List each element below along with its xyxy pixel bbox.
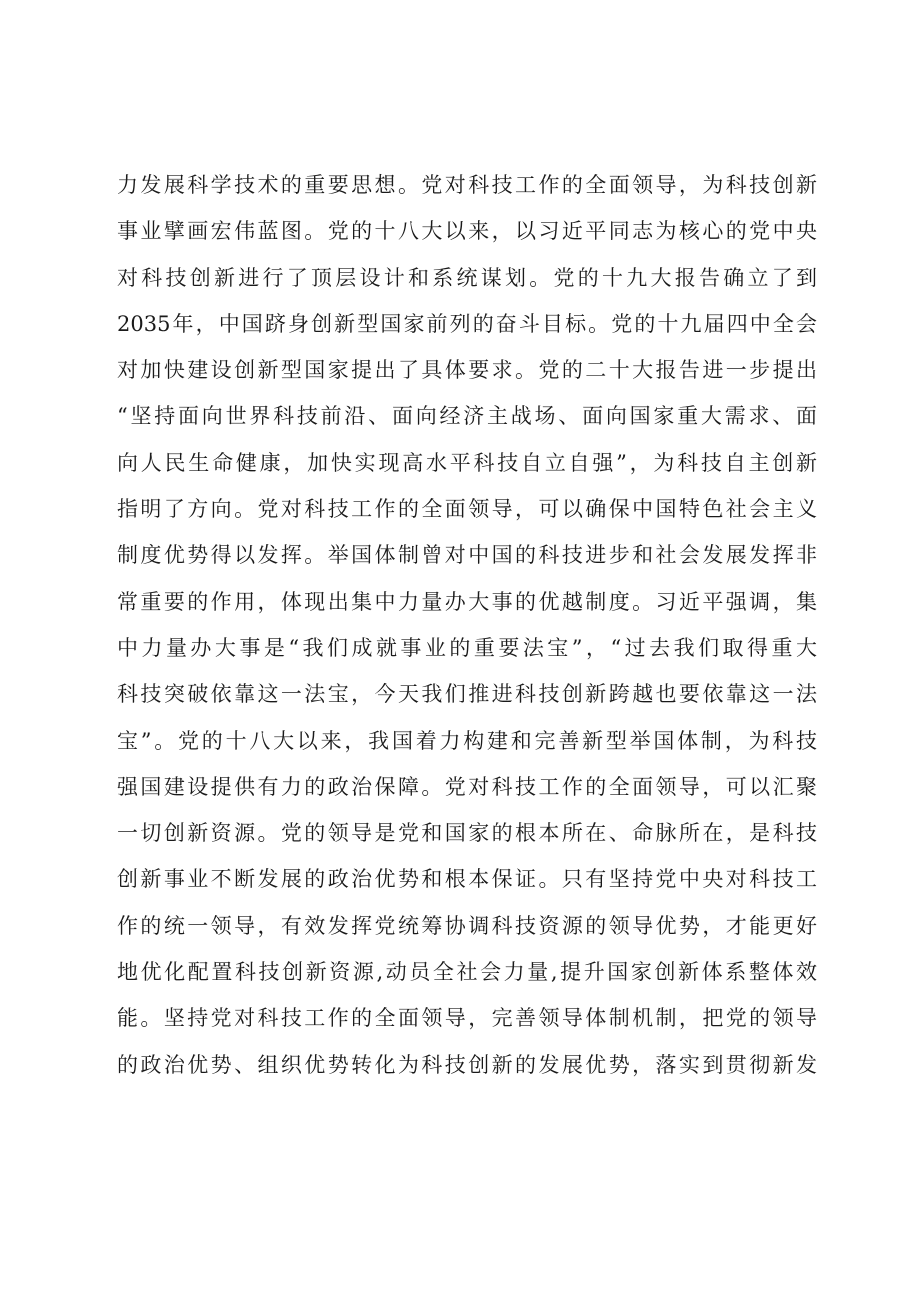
text-line: “坚持面向世界科技前沿、面向经济主战场、面向国家重大需求、面 [117, 404, 817, 429]
text-line: 宝”。党的十八大以来，我国着力构建和完善新型举国体制，为科技 [117, 728, 817, 753]
text-line: 能。坚持党对科技工作的全面领导，完善领导体制机制，把党的领导 [117, 1006, 817, 1031]
text-line: 对加快建设创新型国家提出了具体要求。党的二十大报告进一步提出 [117, 358, 817, 383]
text-line: 制度优势得以发挥。举国体制曾对中国的科技进步和社会发展发挥非 [117, 543, 817, 568]
text-line: 事业擘画宏伟蓝图。党的十八大以来，以习近平同志为核心的党中央 [117, 219, 817, 244]
text-line: 中力量办大事是“我们成就事业的重要法宝”，“过去我们取得重大 [117, 635, 817, 660]
text-line: 的政治优势、组织优势转化为科技创新的发展优势，落实到贯彻新发 [117, 1052, 817, 1077]
text-line: 创新事业不断发展的政治优势和根本保证。只有坚持党中央对科技工 [117, 867, 817, 892]
text-line: 常重要的作用，体现出集中力量办大事的优越制度。习近平强调，集 [117, 589, 817, 614]
text-line: 指明了方向。党对科技工作的全面领导，可以确保中国特色社会主义 [117, 497, 817, 522]
text-line: 向人民生命健康，加快实现高水平科技自立自强”，为科技自主创新 [117, 450, 817, 475]
text-line: 科技突破依靠这一法宝，今天我们推进科技创新跨越也要依靠这一法 [117, 682, 817, 707]
text-line: 作的统一领导，有效发挥党统筹协调科技资源的领导优势，才能更好 [117, 913, 817, 938]
body-text [117, 162, 817, 1088]
text-line: 强国建设提供有力的政治保障。党对科技工作的全面领导，可以汇聚 [117, 774, 817, 799]
text-line: 一切创新资源。党的领导是党和国家的根本所在、命脉所在，是科技 [117, 821, 817, 846]
text-line: 2035年，中国跻身创新型国家前列的奋斗目标。党的十九届四中全会 [117, 311, 817, 336]
text-line: 地优化配置科技创新资源,动员全社会力量,提升国家创新体系整体效 [117, 960, 817, 985]
text-line: 力发展科学技术的重要思想。党对科技工作的全面领导，为科技创新 [117, 173, 817, 197]
text-line: 对科技创新进行了顶层设计和系统谋划。党的十九大报告确立了到 [117, 265, 817, 290]
